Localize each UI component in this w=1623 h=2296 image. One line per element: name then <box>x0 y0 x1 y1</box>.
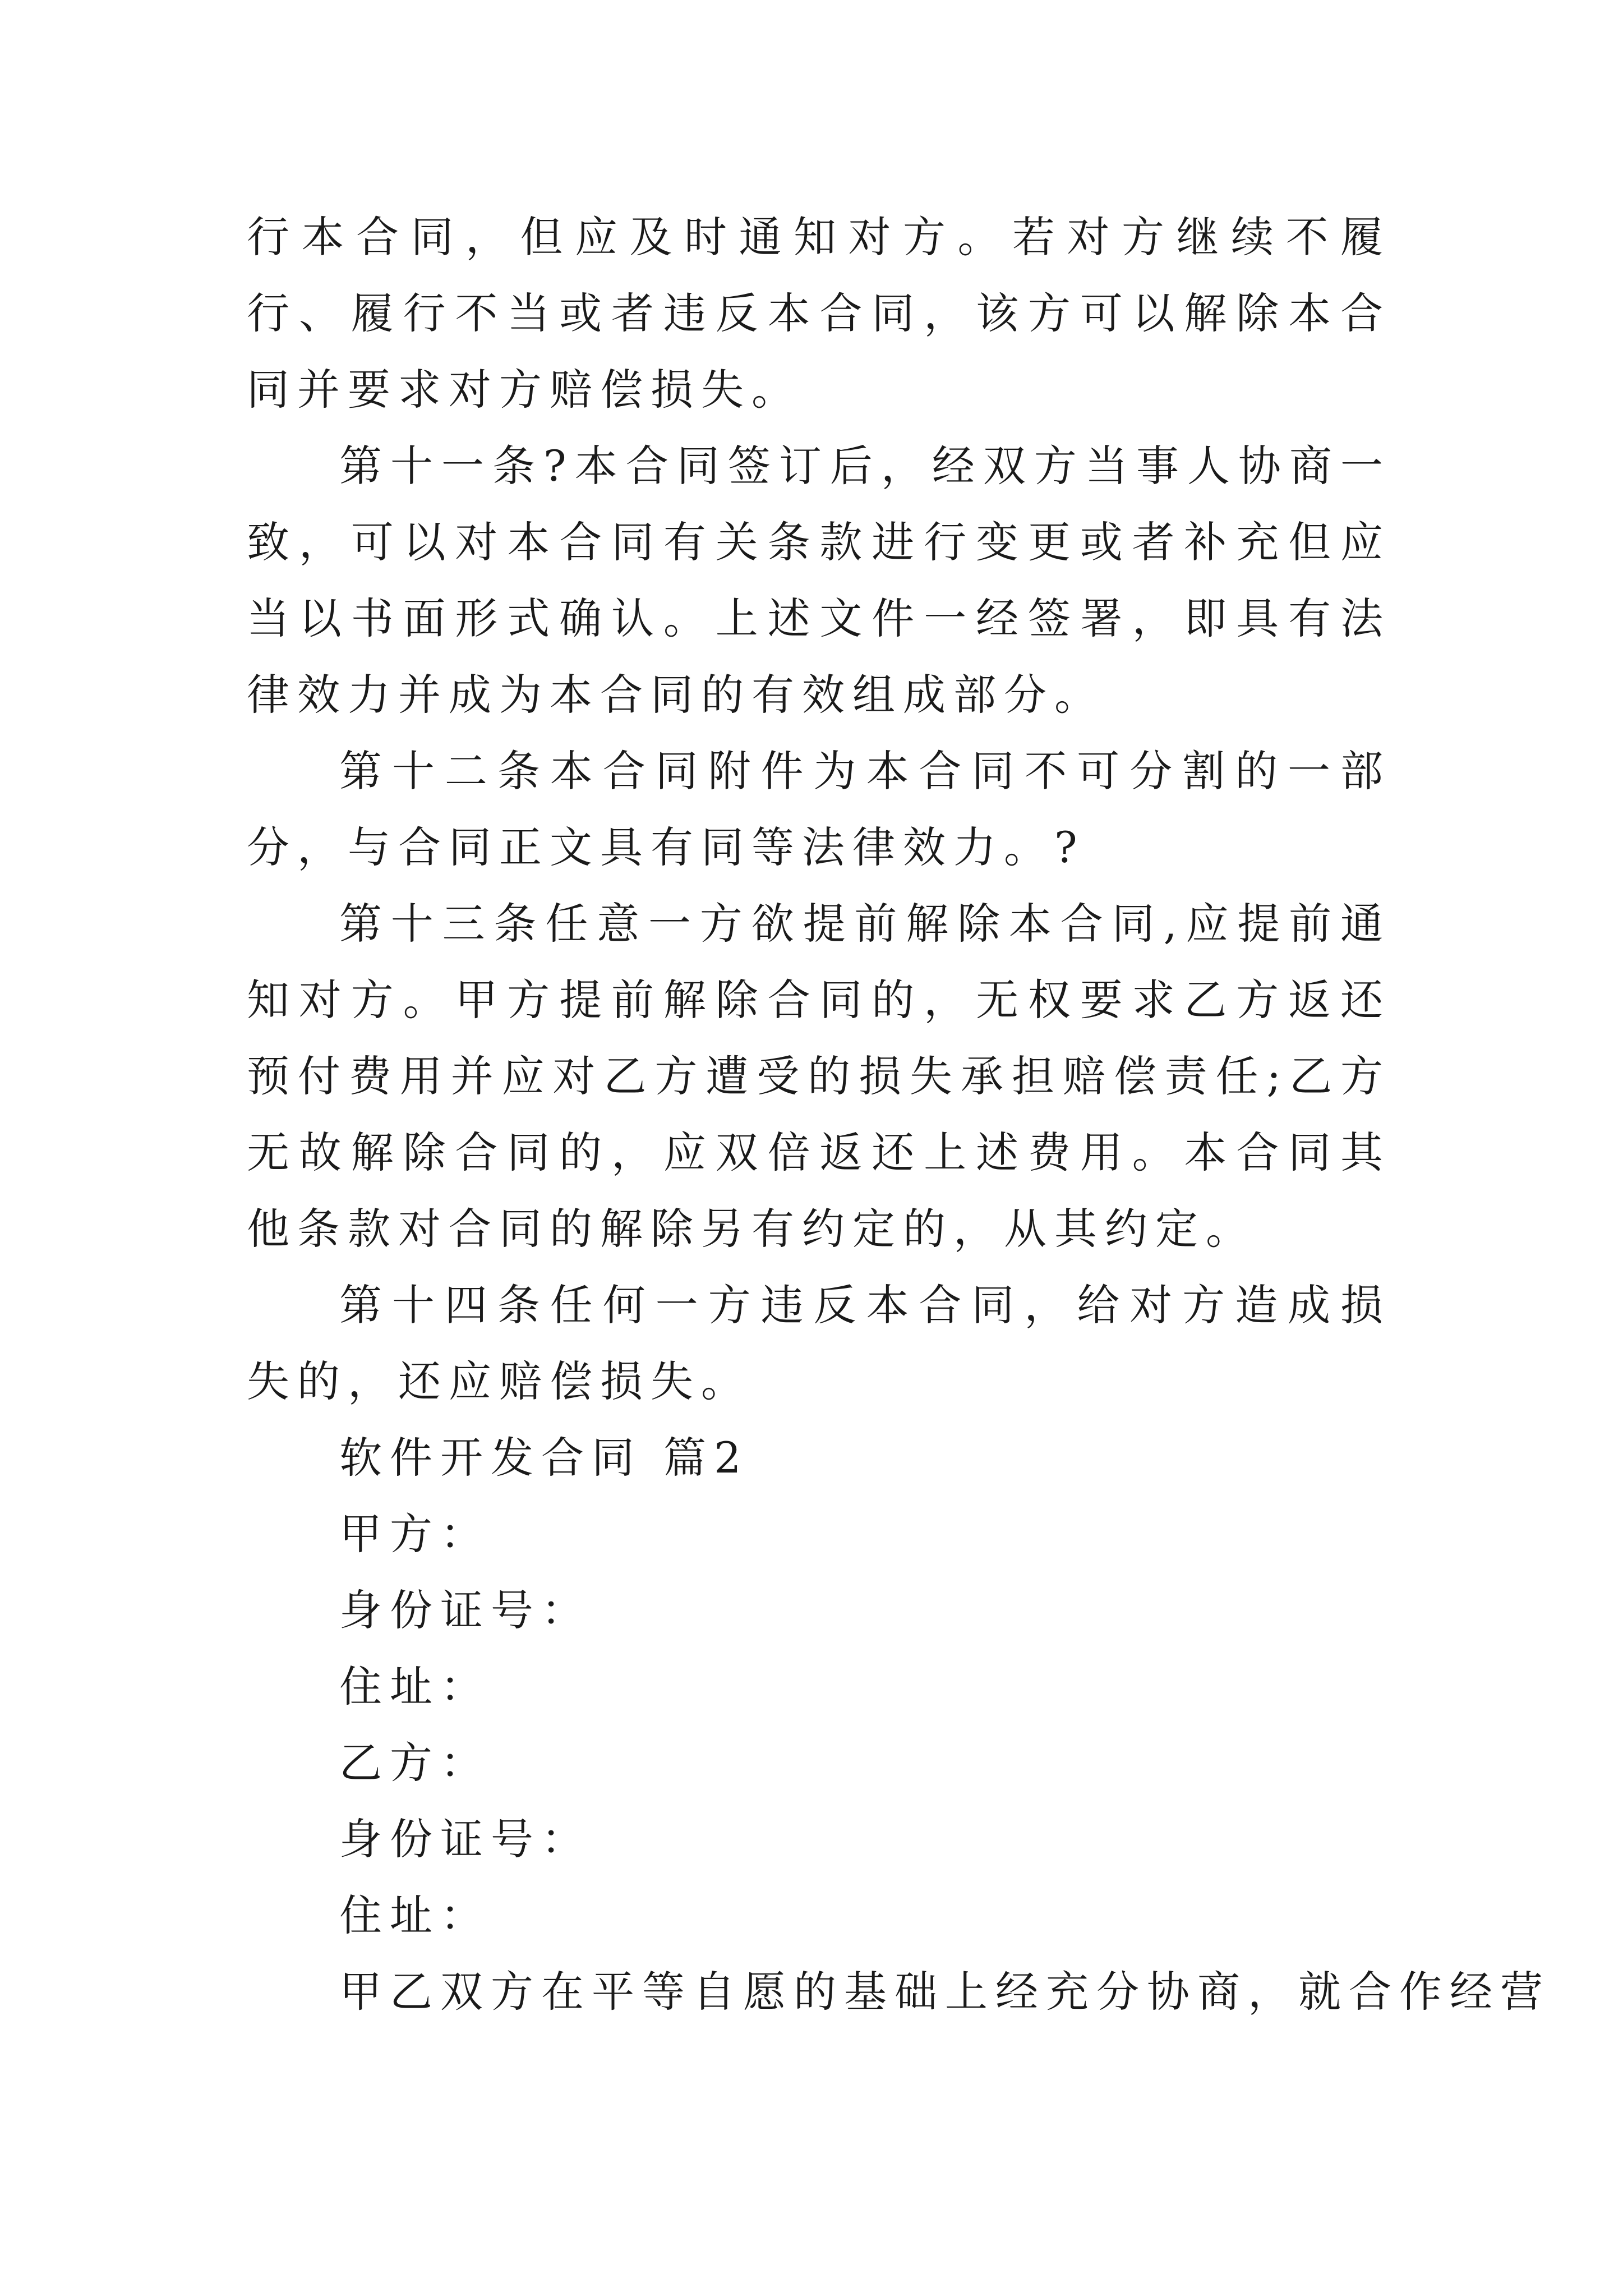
party-a-label: 甲方： <box>339 1509 491 1559</box>
clause-12-paragraph: 第十二条本合同附件为本合同不可分割的一部分，与合同正文具有同等法律效力。? <box>247 746 1391 872</box>
clause-13-paragraph: 第十三条任意一方欲提前解除本合同,应提前通知对方。甲方提前解除合同的，无权要求乙方返还预付费用并应对乙方遭受的损失承担赔偿责任;乙方无故解除合同的，应双倍返还上述费用。本合同其他条款对合同的解除另有约定的，从其约定。 <box>247 899 1391 1254</box>
clause-11-paragraph: 第十一条?本合同签订后，经双方当事人协商一致，可以对本合同有关条款进行变更或者补充但应当以书面形式确认。上述文件一经签署，即具有法律效力并成为本合同的有效组成部分。 <box>247 441 1391 720</box>
party-b-label: 乙方： <box>339 1738 491 1788</box>
document-body <box>247 199 1551 2030</box>
party-a-id-label: 身份证号： <box>339 1585 592 1635</box>
closing-paragraph: 甲乙双方在平等自愿的基础上经充分协商，就合作经营 <box>339 1967 1551 2017</box>
party-a-address-label: 住址： <box>339 1662 491 1711</box>
party-b-id-label: 身份证号： <box>339 1814 592 1864</box>
clause-paragraph-continuation: 行本合同，但应及时通知对方。若对方继续不履行、履行不当或者违反本合同，该方可以解除本合同并要求对方赔偿损失。 <box>247 212 1391 415</box>
section-title: 软件开发合同 篇2 <box>339 1433 749 1483</box>
clause-14-paragraph: 第十四条任何一方违反本合同，给对方造成损失的，还应赔偿损失。 <box>247 1280 1391 1406</box>
party-b-address-label: 住址： <box>339 1890 491 1940</box>
